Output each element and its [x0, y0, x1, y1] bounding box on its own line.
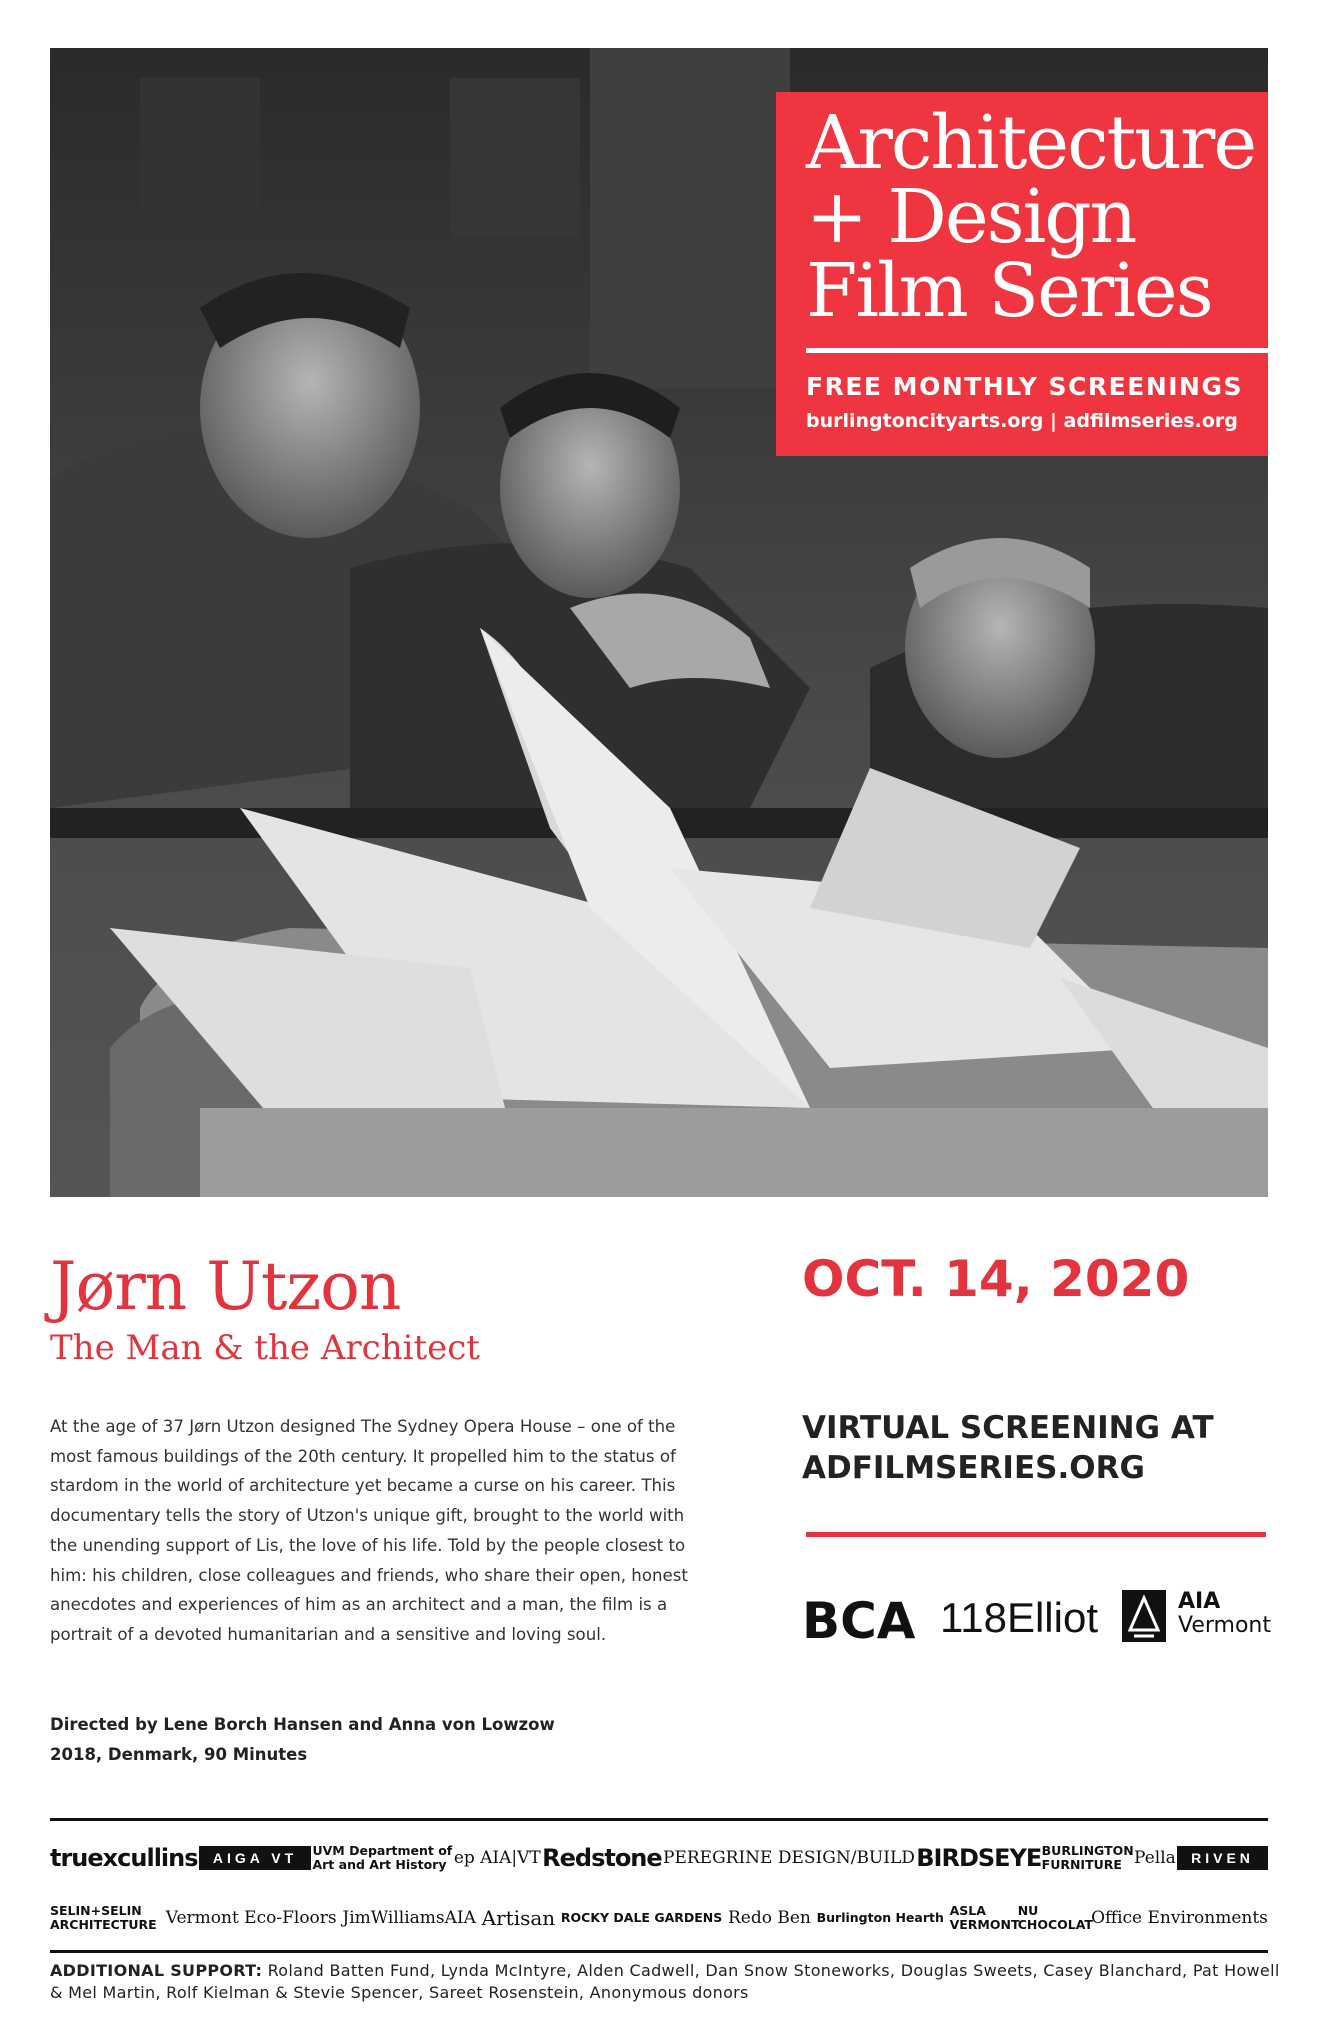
- aia-vermont-logo: [1178, 1590, 1271, 1638]
- venue-divider: [806, 1532, 1266, 1537]
- screening-date: OCT. 14, 2020: [802, 1250, 1190, 1308]
- sponsor-divider-top: [50, 1818, 1268, 1821]
- sponsor-birdseye: BIRDSEYE: [916, 1844, 1042, 1872]
- film-credits: [50, 1710, 555, 1770]
- elliot-logo: 118Elliot: [940, 1594, 1098, 1641]
- series-title: Architecture + Design Film Series: [806, 100, 1256, 334]
- series-title-divider: [806, 348, 1268, 353]
- additional-support: [50, 1960, 1280, 2004]
- series-tagline: FREE MONTHLY SCREENINGS: [806, 372, 1243, 401]
- sponsor-divider-bottom: [50, 1950, 1268, 1953]
- screening-venue: VIRTUAL SCREENING AT ADFILMSERIES.ORG: [802, 1410, 1214, 1486]
- sponsor-redstone: Redstone: [542, 1844, 662, 1872]
- bca-logo: BCA: [802, 1592, 916, 1650]
- sponsor-row-2: [50, 1892, 1268, 1944]
- film-subtitle: The Man & the Architect: [50, 1328, 480, 1368]
- sponsor-redo-ben: Redo Ben: [728, 1908, 811, 1928]
- credits-year-country-runtime: 2018, Denmark, 90 Minutes: [50, 1745, 308, 1764]
- sponsor-rocky-dale: ROCKY DALE GARDENS: [560, 1910, 723, 1925]
- support-label: ADDITIONAL SUPPORT:: [50, 1961, 263, 1980]
- sponsor-asla: ASLA VERMONT: [949, 1903, 1020, 1932]
- film-description: At the age of 37 Jørn Utzon designed The Sydney Opera House – one of the most famous buildings of the 20th century. It propelled him to the status of stardom in the world of architecture yet became a curse on his career. This documentary tells the story of Utzon's unique gift, brought to the world with the unending support of Lis, the love of his life. Told by the people closest to him: his children, close colleagues and friends, who share their open, honest anecdotes and experiences of him as an architect and a man, the film is a portrait of a devoted humanitarian and a sensitive and loving soul.: [50, 1417, 688, 1644]
- sponsor-uvm: UVM Department of Art and Art History: [312, 1843, 453, 1872]
- aia-emblem-icon: [1122, 1590, 1166, 1642]
- credits-directors: Directed by Lene Borch Hansen and Anna von Lowzow: [50, 1715, 555, 1734]
- sponsor-pella: Pella: [1134, 1848, 1176, 1868]
- sponsor-aiga-vt: AIGA VT: [199, 1846, 311, 1870]
- sponsor-riven: RIVEN: [1177, 1846, 1268, 1870]
- sponsor-selin-selin: SELIN+SELIN ARCHITECTURE: [50, 1903, 157, 1932]
- sponsor-truexcullins: truexcullins: [50, 1844, 198, 1872]
- sponsor-ep: ep AIA|VT: [453, 1848, 541, 1868]
- aia-vermont-label: Vermont: [1178, 1613, 1271, 1638]
- aia-label: AIA: [1178, 1589, 1221, 1614]
- support-names: Roland Batten Fund, Lynda McIntyre, Alden Cadwell, Dan Snow Stoneworks, Douglas Sweets, Casey Blanchard, Pat Howell & Mel Martin, Rolf Kielman & Stevie Spencer, Sareet Rosenstein, Anonymous donors: [50, 1961, 1280, 2002]
- sponsor-artisan: Artisan: [481, 1906, 556, 1930]
- sponsor-jim-williams: JimWilliamsAIA: [342, 1908, 476, 1928]
- sponsor-burlington-hearth: Burlington Hearth: [816, 1910, 944, 1925]
- series-title-box: [776, 92, 1268, 456]
- sponsor-vermont-eco-floors: Vermont Eco-Floors: [165, 1908, 337, 1928]
- film-title: Jørn Utzon: [50, 1248, 401, 1325]
- sponsor-peregrine: PEREGRINE DESIGN/BUILD: [663, 1848, 915, 1868]
- series-links[interactable]: burlingtoncityarts.org | adfilmseries.org: [806, 410, 1238, 432]
- sponsor-nu-chocolat: NU CHOCOLAT: [1017, 1903, 1093, 1932]
- partner-logos: [802, 1584, 1270, 1650]
- sponsor-office-environments: Office Environments: [1091, 1908, 1268, 1928]
- sponsor-row-1: [50, 1832, 1268, 1884]
- sponsor-burlington-furniture: BURLINGTON FURNITURE: [1041, 1843, 1134, 1872]
